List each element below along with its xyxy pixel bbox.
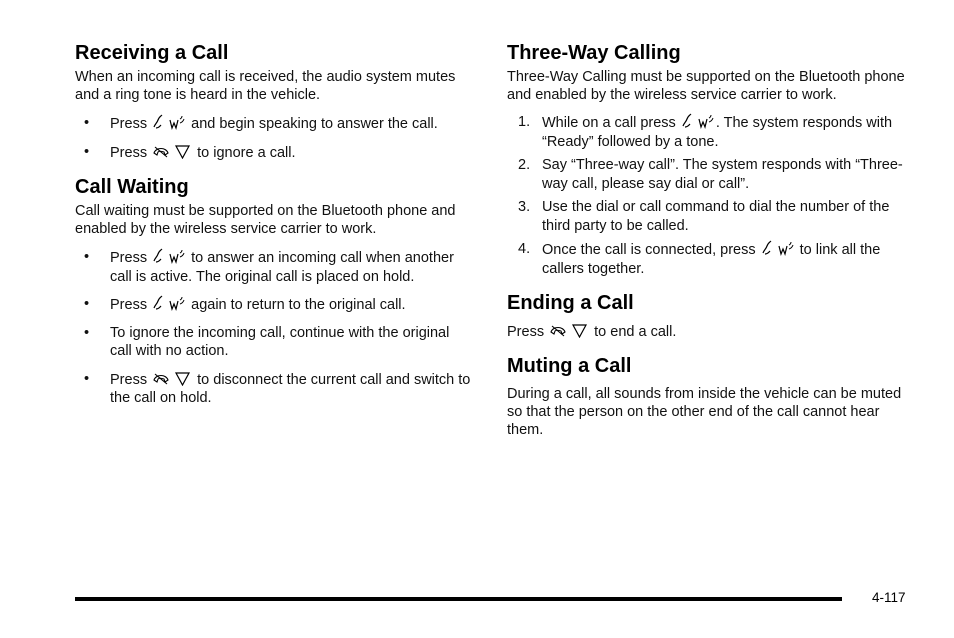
step-pre-text: While on a call press xyxy=(542,115,676,131)
end-call-icon xyxy=(152,370,192,386)
bullet-post-text: To ignore the incoming call, continue with the original call with no action. xyxy=(110,324,450,359)
step-post-text: . The system responds with “Ready” followed by a tone. xyxy=(542,115,893,150)
bullet-post-text: again to return to the original call. xyxy=(191,297,406,313)
step-post-text: Use the dial or call command to dial the number of the third party to be called. xyxy=(542,199,890,234)
step-number: 2. xyxy=(518,157,531,173)
bullet-post-text: to disconnect the current call and switch to the call on hold. xyxy=(110,371,471,406)
three-way-calling-heading: Three-Way Calling xyxy=(507,42,681,64)
bullet-post-text: to ignore a call. xyxy=(197,144,296,161)
step-post-text: to link all the callers together. xyxy=(542,242,881,277)
list-item: • Press to ignore a call. xyxy=(84,143,296,161)
list-item xyxy=(507,198,907,235)
list-item xyxy=(507,113,907,151)
three-way-calling-intro: Three-Way Calling must be supported on the Bluetooth phone and enabled by the wireless service carrier to work. xyxy=(507,69,905,103)
receiving-call-heading: Receiving a Call xyxy=(75,42,229,64)
bullet-post-text: to answer an incoming call when another call is active. The original call is placed on hold. xyxy=(110,250,454,285)
call-waiting-intro: Call waiting must be supported on the Bluetooth phone and enabled by the wireless service carrier to work. xyxy=(75,203,456,237)
receiving-call-section xyxy=(75,40,475,162)
call-waiting-section xyxy=(75,174,475,408)
end-call-icon xyxy=(152,143,192,159)
push-to-talk-icon xyxy=(152,248,186,264)
bullet-pre-text: Press xyxy=(110,250,148,266)
ending-pre-text: Press xyxy=(507,324,545,340)
list-item: • To ignore the incoming call, continue with the original call with no action. xyxy=(84,324,450,359)
ending-call-heading: Ending a Call xyxy=(507,292,634,314)
list-item xyxy=(507,156,907,193)
step-number: 3. xyxy=(518,199,531,215)
step-number: 4. xyxy=(518,241,531,257)
page-number: 4-117 xyxy=(872,590,906,605)
push-to-talk-icon xyxy=(761,240,795,256)
receiving-call-intro: When an incoming call is received, the audio system mutes and a ring tone is heard in the vehicle. xyxy=(75,69,456,103)
list-item: • Press to answer an incoming call when another call is active. The original call is placed on hold. xyxy=(84,249,454,285)
bullet-post-text: and begin speaking to answer the call. xyxy=(191,116,438,132)
list-item: • Press again to return to the original call. xyxy=(84,296,406,313)
push-to-talk-icon xyxy=(152,114,186,130)
ending-call-section xyxy=(507,290,907,341)
muting-call-text: During a call, all sounds from inside the vehicle can be muted so that the person on the other end of the call cannot hear them. xyxy=(507,386,902,438)
list-item: • Press to disconnect the current call and switch to the call on hold. xyxy=(84,370,471,406)
call-waiting-heading: Call Waiting xyxy=(75,176,189,198)
push-to-talk-icon xyxy=(152,295,186,311)
step-pre-text: Once the call is connected, press xyxy=(542,242,756,258)
left-column xyxy=(75,40,475,417)
muting-call-section xyxy=(507,353,907,439)
list-item: • Press and begin speaking to answer the call. xyxy=(84,115,438,132)
right-column xyxy=(507,40,907,439)
bullet-pre-text: Press xyxy=(110,371,148,388)
ending-post-text: to end a call. xyxy=(594,324,677,340)
footer-rule xyxy=(75,597,842,601)
push-to-talk-icon xyxy=(681,113,715,129)
three-way-calling-section xyxy=(507,40,907,278)
bullet-pre-text: Press xyxy=(110,116,148,132)
bullet-pre-text: Press xyxy=(110,144,148,161)
end-call-icon xyxy=(549,322,589,338)
receiving-call-list xyxy=(75,114,475,162)
three-way-calling-steps xyxy=(507,113,907,278)
ending-call-text xyxy=(507,322,907,341)
step-number: 1. xyxy=(518,114,531,130)
bullet-pre-text: Press xyxy=(110,297,148,313)
call-waiting-list xyxy=(75,248,475,408)
list-item xyxy=(507,240,907,278)
step-post-text: Say “Three-way call”. The system responds with “Three-way call, please say dial or call”. xyxy=(542,157,903,192)
muting-call-heading: Muting a Call xyxy=(507,355,632,377)
